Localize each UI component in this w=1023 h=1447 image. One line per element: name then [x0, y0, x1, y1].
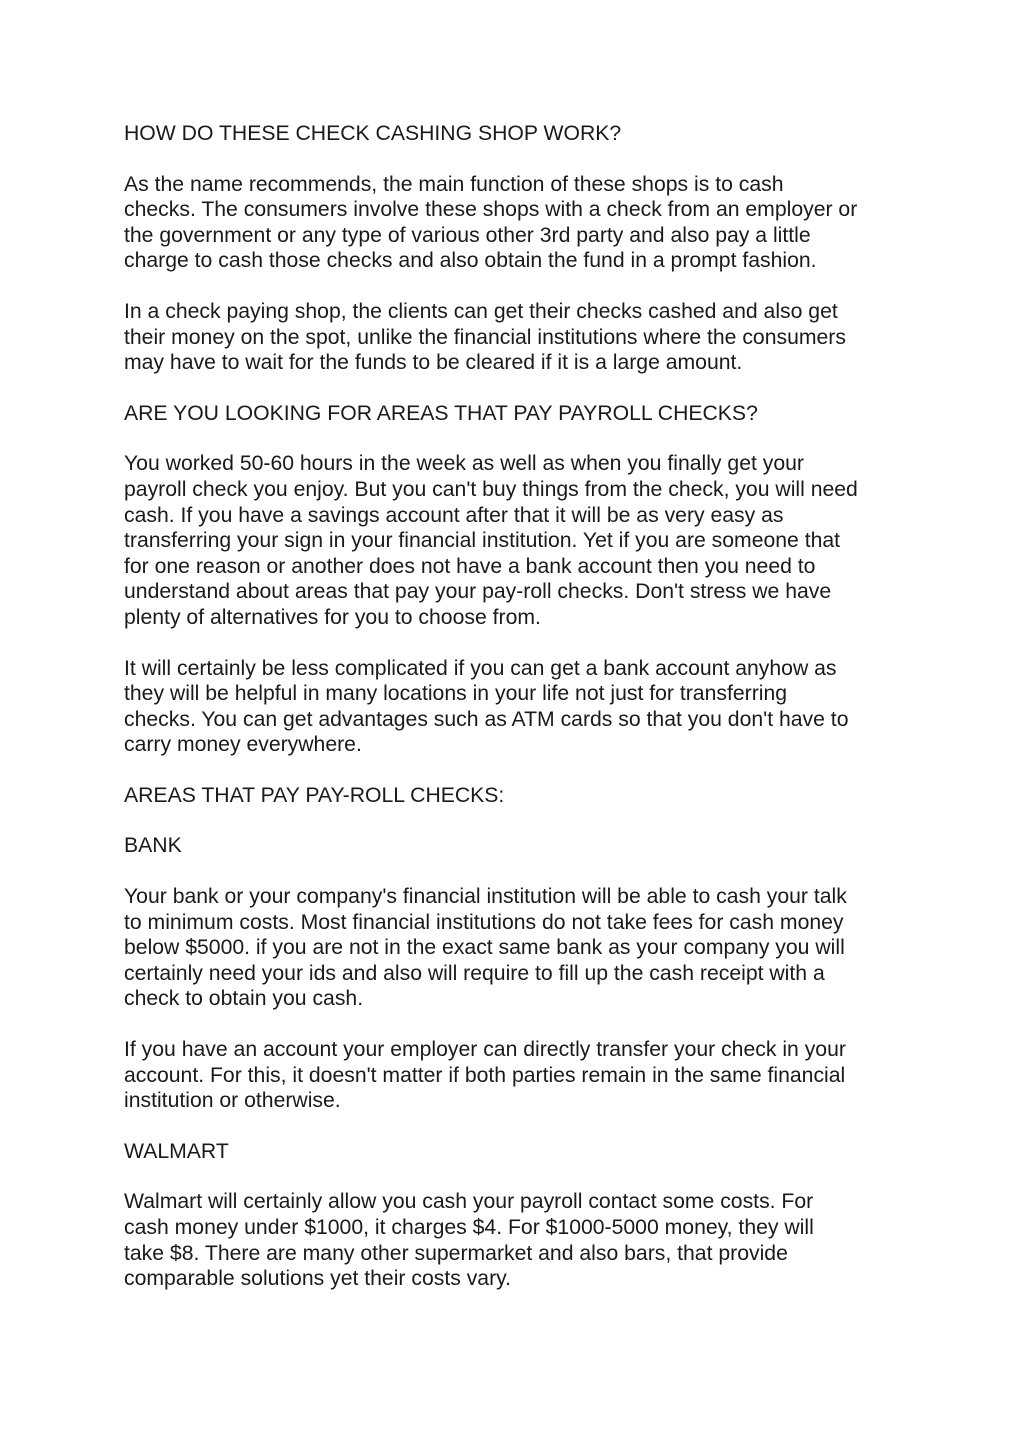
subheading-walmart: WALMART [124, 1139, 229, 1163]
paragraph-check-paying-shop: In a check paying shop, the clients can get their checks cashed and also get their money on the spot, unlike the financial institutions where the consumers may have to wait for the funds to be cleared if it is a large amount. [124, 299, 846, 375]
section-heading-check-cashing: HOW DO THESE CHECK CASHING SHOP WORK? [124, 122, 622, 145]
paragraph-shop-function: As the name recommends, the main function of these shops is to cash checks. The consumers involve these shops with a check from an employer or the government or any type of various other 3rd party and also pay a little charge to cash those checks and also obtain the fund in a prompt fashion. [124, 172, 858, 273]
document-page [124, 121, 924, 1317]
paragraph-walmart-costs: Walmart will certainly allow you cash your payroll contact some costs. For cash money under $1000, it charges $4. For $1000-5000 money, they will take $8. There are many other supermarket and also bars, that provide comparable solutions yet their costs vary. [124, 1190, 814, 1291]
paragraph-bank-account: It will certainly be less complicated if you can get a bank account anyhow as they will be helpful in many locations in your life not just for transferring checks. You can get advantages such as ATM cards so that you don't have to carry money everywhere. [124, 656, 849, 757]
subheading-bank: BANK [124, 834, 182, 858]
paragraph-worked-hours: You worked 50-60 hours in the week as well as when you finally get your payroll check you enjoy. But you can't buy things from the check, you will need cash. If you have a savings account after that it will be as very easy as transferring your sign in your financial institution. Yet if you are someone that for one reason or another does not have a bank account then you need to understand about areas that pay your pay-roll checks. Don't stress we have plenty of alternatives for you to choose from. [124, 452, 858, 629]
paragraph-direct-transfer: If you have an account your employer can directly transfer your check in your account. For this, it doesn't matter if both parties remain in the same financial institution or otherwise. [124, 1038, 846, 1113]
section-heading-payroll-areas: ARE YOU LOOKING FOR AREAS THAT PAY PAYROLL CHECKS? [124, 401, 758, 425]
section-heading-areas-list: AREAS THAT PAY PAY-ROLL CHECKS: [124, 783, 505, 807]
paragraph-bank-costs: Your bank or your company's financial institution will be able to cash your talk to minimum costs. Most financial institutions do not take fees for cash money below $5000. if you are not in the exact same bank as your company you will certainly need your ids and also will require to fill up the cash receipt with a check to obtain you cash. [124, 885, 847, 1011]
